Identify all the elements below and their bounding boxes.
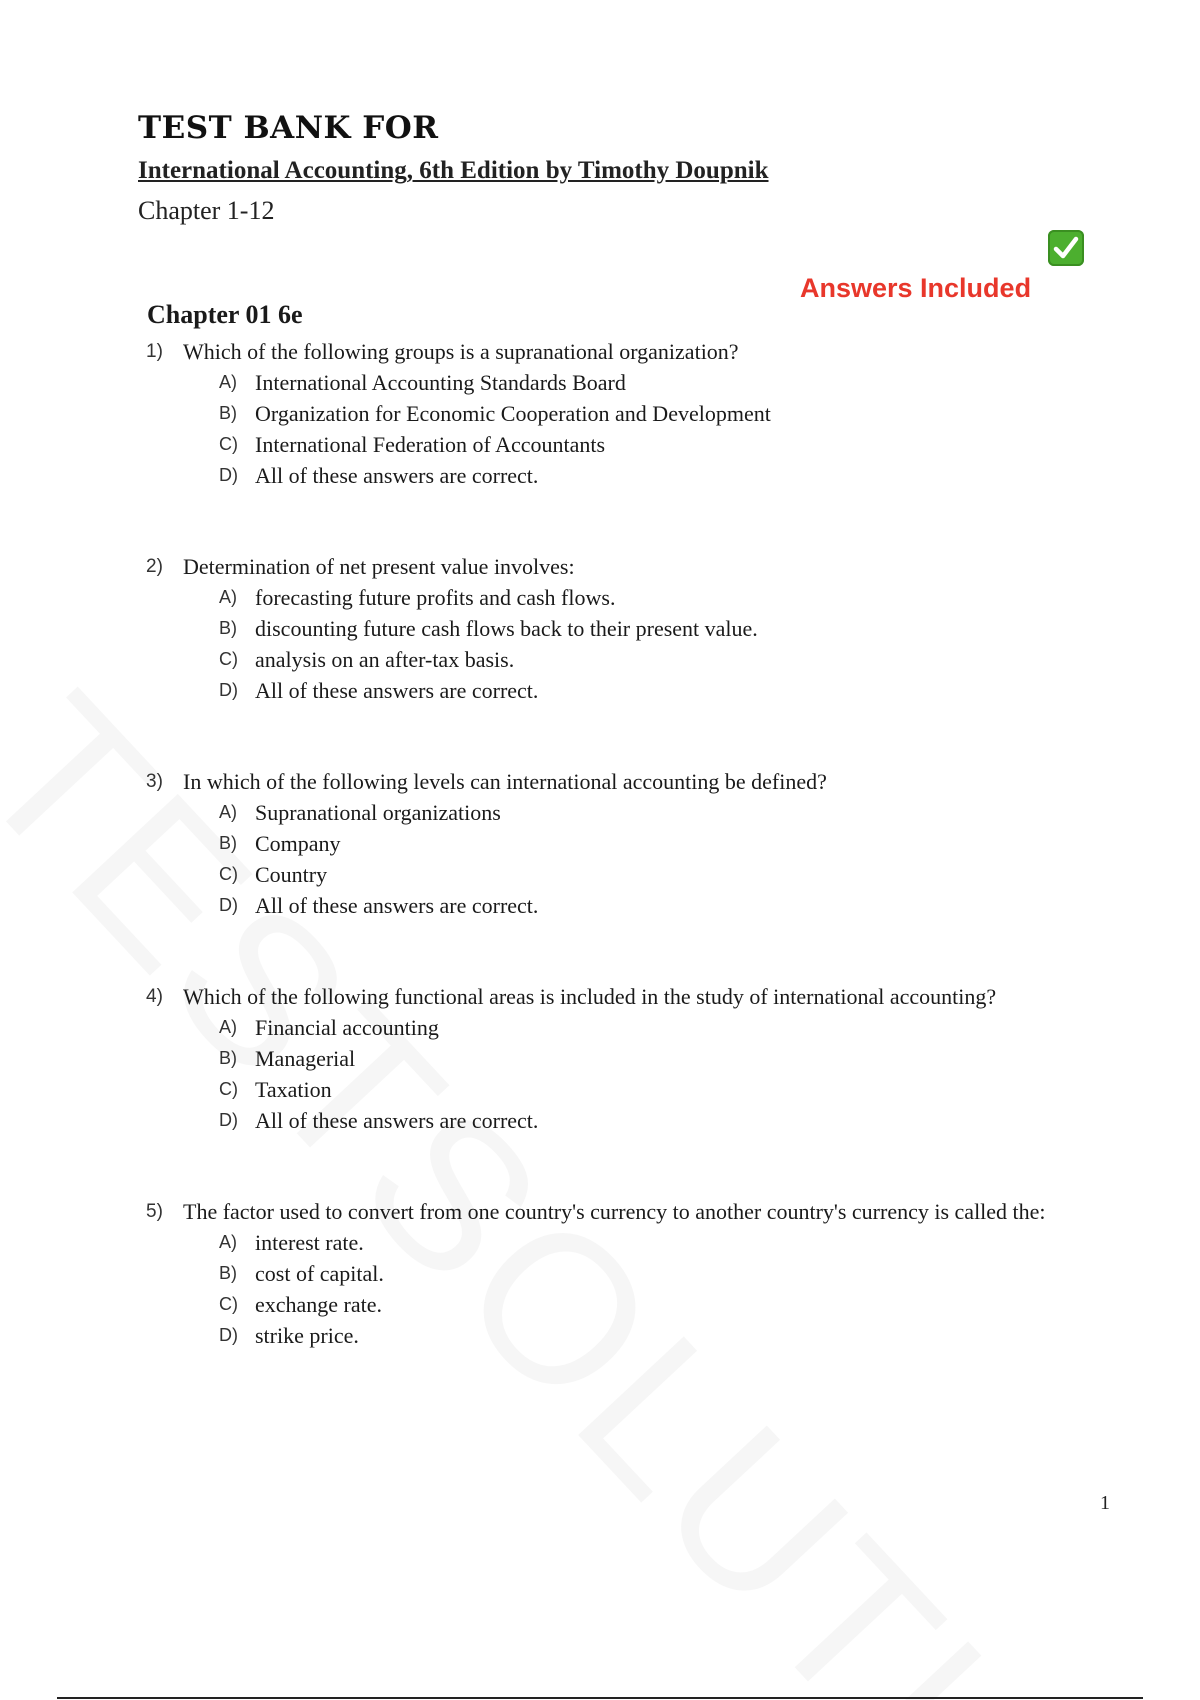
question-2 bbox=[146, 551, 1096, 706]
answer-option bbox=[219, 582, 1096, 613]
question-text: In which of the following levels can international accounting be defined? bbox=[183, 769, 827, 794]
option-text: Supranational organizations bbox=[255, 800, 501, 825]
answer-option bbox=[219, 1227, 1096, 1258]
option-letter: A) bbox=[219, 372, 237, 392]
option-letter: C) bbox=[219, 1294, 238, 1314]
answer-option bbox=[219, 429, 1096, 460]
option-text: International Accounting Standards Board bbox=[255, 370, 626, 395]
option-letter: D) bbox=[219, 680, 238, 700]
question-number: 5) bbox=[146, 1201, 163, 1222]
answer-option bbox=[219, 460, 1096, 491]
answer-option bbox=[219, 1289, 1096, 1320]
answer-option bbox=[219, 1012, 1096, 1043]
question-3 bbox=[146, 766, 1096, 921]
chapter-heading: Chapter 01 6e bbox=[147, 300, 303, 329]
option-text: Taxation bbox=[255, 1077, 332, 1102]
option-text: Organization for Economic Cooperation and Development bbox=[255, 401, 771, 426]
answer-option bbox=[219, 644, 1096, 675]
option-text: discounting future cash flows back to their present value. bbox=[255, 616, 758, 641]
question-1 bbox=[146, 336, 1096, 491]
option-text: forecasting future profits and cash flows. bbox=[255, 585, 616, 610]
question-number: 1) bbox=[146, 341, 163, 362]
option-text: International Federation of Accountants bbox=[255, 432, 606, 457]
answer-option bbox=[219, 675, 1096, 706]
answer-options bbox=[146, 1012, 1096, 1136]
option-letter: B) bbox=[219, 833, 237, 853]
option-text: All of these answers are correct. bbox=[255, 1108, 539, 1133]
option-letter: D) bbox=[219, 1110, 238, 1130]
question-number: 3) bbox=[146, 771, 163, 792]
option-text: interest rate. bbox=[255, 1230, 364, 1255]
option-letter: D) bbox=[219, 1325, 238, 1345]
option-text: Country bbox=[255, 862, 328, 887]
question-number: 4) bbox=[146, 986, 163, 1007]
book-title: International Accounting, 6th Edition by Timothy Doupnik bbox=[138, 157, 769, 184]
option-letter: D) bbox=[219, 895, 238, 915]
answer-options bbox=[146, 797, 1096, 921]
option-text: analysis on an after-tax basis. bbox=[255, 647, 515, 672]
option-letter: B) bbox=[219, 1263, 237, 1283]
answer-options bbox=[146, 1227, 1096, 1351]
option-letter: A) bbox=[219, 802, 237, 822]
option-letter: A) bbox=[219, 1232, 237, 1252]
page-number: 1 bbox=[1100, 1492, 1110, 1514]
option-letter: B) bbox=[219, 1048, 237, 1068]
answer-option bbox=[219, 1258, 1096, 1289]
answer-option bbox=[219, 859, 1096, 890]
option-text: exchange rate. bbox=[255, 1292, 383, 1317]
answer-option bbox=[219, 828, 1096, 859]
check-mark-icon bbox=[1048, 230, 1084, 266]
question-text: The factor used to convert from one country's currency to another country's currency is called the: bbox=[183, 1199, 1046, 1224]
question-list bbox=[146, 336, 1096, 1411]
answer-option bbox=[219, 1043, 1096, 1074]
option-text: Financial accounting bbox=[255, 1015, 439, 1040]
answer-option bbox=[219, 1320, 1096, 1351]
option-letter: A) bbox=[219, 587, 237, 607]
option-text: cost of capital. bbox=[255, 1261, 384, 1286]
question-text: Determination of net present value involves: bbox=[183, 554, 575, 579]
option-letter: C) bbox=[219, 1079, 238, 1099]
option-letter: B) bbox=[219, 403, 237, 423]
question-number: 2) bbox=[146, 556, 163, 577]
answer-option bbox=[219, 367, 1096, 398]
answer-option bbox=[219, 613, 1096, 644]
answer-option bbox=[219, 890, 1096, 921]
option-letter: D) bbox=[219, 465, 238, 485]
answer-options bbox=[146, 582, 1096, 706]
answers-included-label: Answers Included bbox=[800, 273, 1032, 303]
option-text: All of these answers are correct. bbox=[255, 893, 539, 918]
answer-option bbox=[219, 398, 1096, 429]
answer-option bbox=[219, 1105, 1096, 1136]
answer-option bbox=[219, 797, 1096, 828]
option-text: Company bbox=[255, 831, 341, 856]
option-text: strike price. bbox=[255, 1323, 359, 1348]
document-title: TEST BANK FOR bbox=[138, 110, 439, 146]
bottom-divider bbox=[57, 1697, 1143, 1699]
option-text: Managerial bbox=[255, 1046, 356, 1071]
chapter-range: Chapter 1-12 bbox=[138, 196, 275, 225]
question-4 bbox=[146, 981, 1096, 1136]
question-5 bbox=[146, 1196, 1096, 1351]
answer-option bbox=[219, 1074, 1096, 1105]
option-letter: A) bbox=[219, 1017, 237, 1037]
question-text: Which of the following functional areas is included in the study of international accounting? bbox=[183, 984, 997, 1009]
option-letter: C) bbox=[219, 649, 238, 669]
answer-options bbox=[146, 367, 1096, 491]
option-letter: C) bbox=[219, 864, 238, 884]
option-letter: C) bbox=[219, 434, 238, 454]
option-letter: B) bbox=[219, 618, 237, 638]
option-text: All of these answers are correct. bbox=[255, 463, 539, 488]
question-text: Which of the following groups is a supranational organization? bbox=[183, 339, 739, 364]
option-text: All of these answers are correct. bbox=[255, 678, 539, 703]
